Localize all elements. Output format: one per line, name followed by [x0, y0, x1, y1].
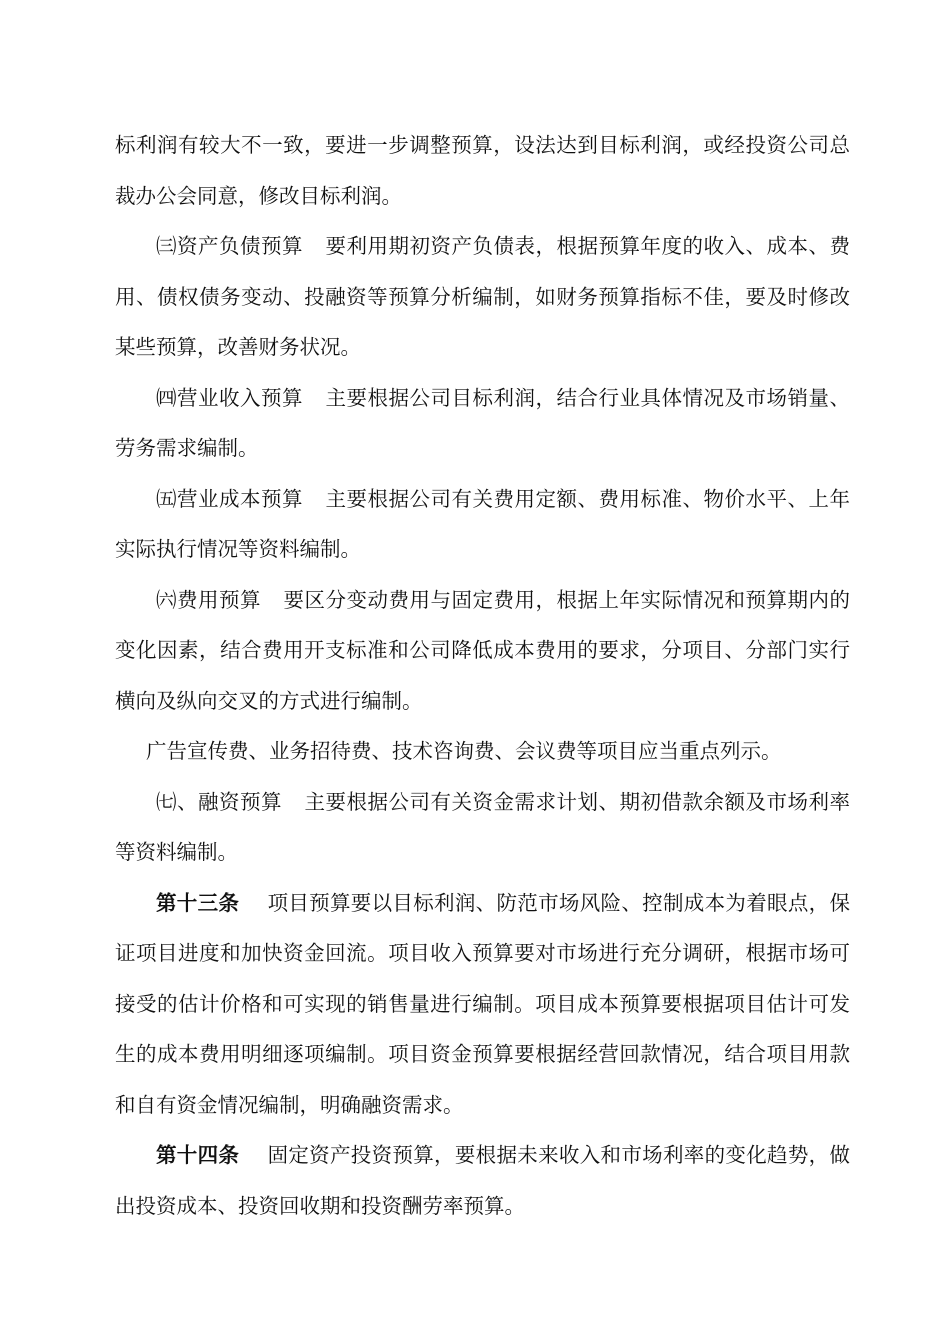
item-text: 主要根据公司有关资金需求计划、期初借款余额及市场利率等资料编制。: [115, 789, 850, 864]
item-text: 主要根据公司目标利润，结合行业具体情况及市场销量、劳务需求编制。: [115, 385, 850, 460]
paragraph-cost-budget: [115, 474, 850, 575]
paragraph-listed-items: 广告宣传费、业务招待费、技术咨询费、会议费等项目应当重点列示。: [146, 739, 782, 763]
paragraph-continuation: 标利润有较大不一致，要进一步调整预算，设法达到目标利润，或经投资公司总裁办公会同意，修改目标利润。: [115, 133, 850, 208]
item-label: ㈤营业成本预算: [156, 486, 303, 511]
paragraph-revenue-budget: [115, 373, 850, 474]
article-label: 第十四条: [156, 1143, 240, 1167]
paragraph-balance-sheet-budget: [115, 221, 850, 373]
document-body: [115, 120, 850, 1231]
item-label: ㈣营业收入预算: [156, 385, 303, 410]
article-14: [115, 1130, 850, 1231]
article-text: 固定资产投资预算，要根据未来收入和市场利率的变化趋势，做出投资成本、投资回收期和投资酬劳率预算。: [115, 1143, 850, 1218]
item-text: 要区分变动费用与固定费用，根据上年实际情况和预算期内的变化因素，结合费用开支标准和公司降低成本费用的要求，分项目、分部门实行横向及纵向交叉的方式进行编制。: [115, 587, 850, 713]
article-text: 项目预算要以目标利润、防范市场风险、控制成本为着眼点，保证项目进度和加快资金回流。项目收入预算要对市场进行充分调研，根据市场可接受的估计价格和可实现的销售量进行编制。项目成本预算要根据项目估计可发生的成本费用明细逐项编制。项目资金预算要根据经营回款情况，结合项目用款和自有资金情况编制，明确融资需求。: [115, 890, 850, 1117]
item-text: 要利用期初资产负债表，根据预算年度的收入、成本、费用、债权债务变动、投融资等预算分析编制，如财务预算指标不佳，要及时修改某些预算，改善财务状况。: [115, 234, 850, 359]
item-label: ㈥费用预算: [156, 587, 261, 612]
paragraph-financing-budget: [115, 777, 850, 878]
paragraph-expense-budget: [115, 575, 850, 727]
article-label: 第十三条: [156, 890, 240, 915]
item-label: ㈦、融资预算: [156, 789, 282, 814]
article-13: [115, 878, 850, 1131]
item-text: 主要根据公司有关费用定额、费用标准、物价水平、上年实际执行情况等资料编制。: [115, 486, 850, 561]
item-label: ㈢资产负债预算: [156, 234, 303, 258]
